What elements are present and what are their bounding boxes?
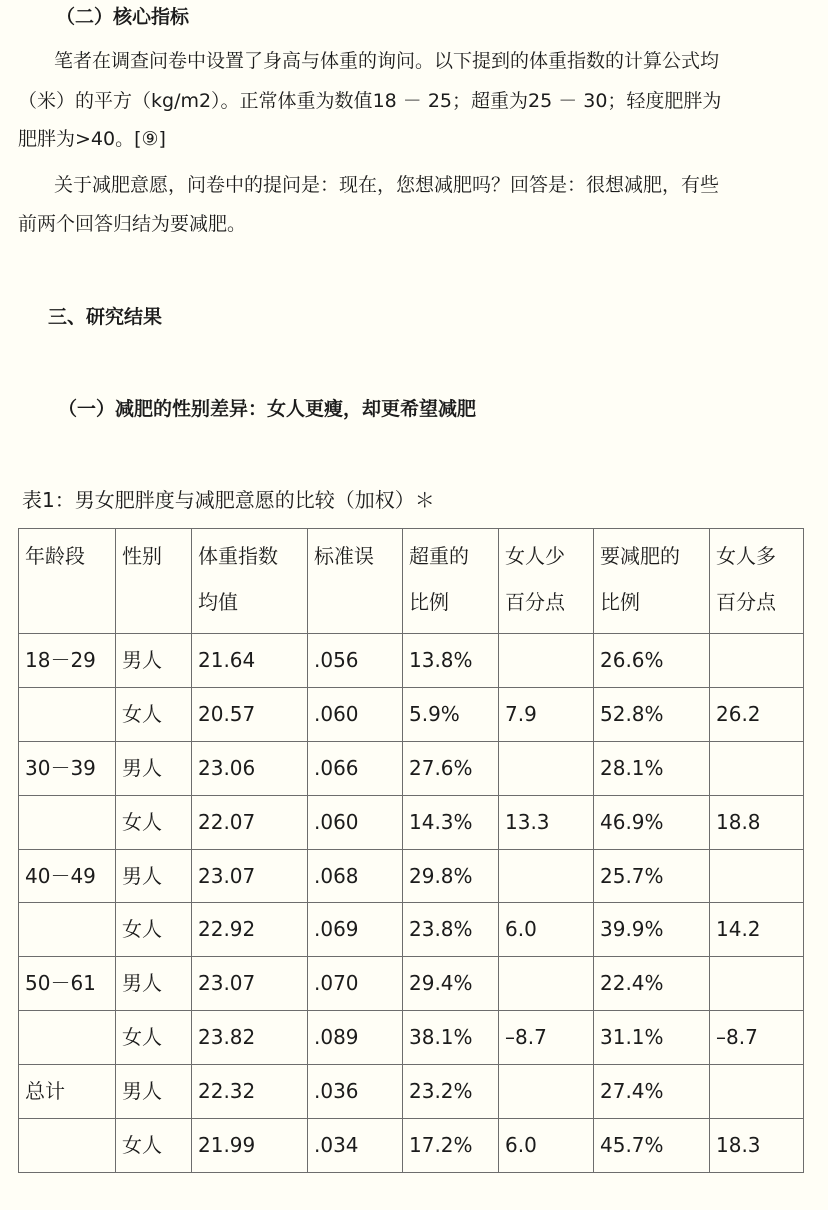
cell-bmi-mean: 23.07 [192, 957, 308, 1011]
cell-std-error: .060 [308, 795, 403, 849]
cell-bmi-mean: 23.06 [192, 741, 308, 795]
cell-overweight-ratio: 13.8% [403, 634, 499, 688]
paragraph-1-line-1: 笔者在调查问卷中设置了身高与体重的询问。以下提到的体重指数的计算公式均 [54, 50, 720, 72]
cell-want-diet-ratio: 25.7% [594, 849, 710, 903]
cell-women-more-points: 18.8 [710, 795, 804, 849]
cell-women-more-points: 14.2 [710, 903, 804, 957]
cell-want-diet-ratio: 28.1% [594, 741, 710, 795]
cell-overweight-ratio: 29.4% [403, 957, 499, 1011]
cell-women-more-points: –8.7 [710, 1011, 804, 1065]
cell-overweight-ratio: 5.9% [403, 687, 499, 741]
cell-std-error: .089 [308, 1011, 403, 1065]
cell-std-error: .068 [308, 849, 403, 903]
cell-want-diet-ratio: 31.1% [594, 1011, 710, 1065]
cell-gender: 男人 [116, 1065, 192, 1119]
cell-gender: 女人 [116, 903, 192, 957]
cell-women-fewer-points: 7.9 [499, 687, 594, 741]
cell-overweight-ratio: 17.2% [403, 1119, 499, 1173]
table-row [19, 741, 804, 795]
cell-std-error: .056 [308, 634, 403, 688]
header-age-group: 年龄段 [19, 529, 116, 634]
cell-age-group: 18－29 [19, 634, 116, 688]
cell-bmi-mean: 22.32 [192, 1065, 308, 1119]
cell-women-fewer-points: 13.3 [499, 795, 594, 849]
cell-overweight-ratio: 14.3% [403, 795, 499, 849]
cell-std-error: .066 [308, 741, 403, 795]
cell-bmi-mean: 23.07 [192, 849, 308, 903]
cell-overweight-ratio: 29.8% [403, 849, 499, 903]
table-row [19, 849, 804, 903]
cell-women-fewer-points: –8.7 [499, 1011, 594, 1065]
cell-age-group [19, 903, 116, 957]
cell-overweight-ratio: 23.8% [403, 903, 499, 957]
header-std-error: 标准误 [308, 529, 403, 634]
cell-women-more-points: 18.3 [710, 1119, 804, 1173]
cell-bmi-mean: 21.99 [192, 1119, 308, 1173]
cell-women-more-points [710, 741, 804, 795]
header-want-diet-ratio: 要减肥的 比例 [594, 529, 710, 634]
cell-want-diet-ratio: 46.9% [594, 795, 710, 849]
table-header-row [19, 529, 804, 634]
cell-age-group: 总计 [19, 1065, 116, 1119]
cell-women-fewer-points [499, 849, 594, 903]
table-row [19, 1011, 804, 1065]
cell-want-diet-ratio: 27.4% [594, 1065, 710, 1119]
cell-age-group: 30－39 [19, 741, 116, 795]
cell-women-fewer-points [499, 957, 594, 1011]
cell-bmi-mean: 22.07 [192, 795, 308, 849]
cell-women-more-points: 26.2 [710, 687, 804, 741]
cell-gender: 男人 [116, 634, 192, 688]
table-caption: 表1：男女肥胖度与减肥意愿的比较（加权）＊ [22, 488, 435, 512]
section-two-heading: （二）核心指标 [56, 6, 190, 28]
cell-gender: 男人 [116, 849, 192, 903]
cell-std-error: .034 [308, 1119, 403, 1173]
cell-overweight-ratio: 27.6% [403, 741, 499, 795]
cell-women-fewer-points [499, 1065, 594, 1119]
cell-age-group: 40－49 [19, 849, 116, 903]
cell-overweight-ratio: 38.1% [403, 1011, 499, 1065]
cell-women-fewer-points: 6.0 [499, 1119, 594, 1173]
cell-std-error: .060 [308, 687, 403, 741]
section-three-heading: 三、研究结果 [48, 306, 163, 328]
table-row [19, 957, 804, 1011]
cell-bmi-mean: 21.64 [192, 634, 308, 688]
cell-want-diet-ratio: 52.8% [594, 687, 710, 741]
table-row [19, 795, 804, 849]
cell-women-more-points [710, 849, 804, 903]
cell-age-group [19, 1011, 116, 1065]
cell-gender: 女人 [116, 1011, 192, 1065]
cell-gender: 男人 [116, 741, 192, 795]
cell-bmi-mean: 22.92 [192, 903, 308, 957]
cell-women-more-points [710, 957, 804, 1011]
table-row [19, 687, 804, 741]
header-bmi-mean: 体重指数 均值 [192, 529, 308, 634]
header-women-fewer-points: 女人少 百分点 [499, 529, 594, 634]
table-row [19, 1119, 804, 1173]
cell-overweight-ratio: 23.2% [403, 1065, 499, 1119]
cell-age-group: 50－61 [19, 957, 116, 1011]
paragraph-2-line-1: 关于减肥意愿，问卷中的提问是：现在，您想减肥吗？回答是：很想减肥，有些 [54, 174, 720, 196]
paragraph-1-line-2: （米）的平方（kg/m2）。正常体重为数值18 － 25；超重为25 － 30；轻度肥胖为 [18, 90, 722, 112]
cell-want-diet-ratio: 26.6% [594, 634, 710, 688]
cell-bmi-mean: 23.82 [192, 1011, 308, 1065]
cell-std-error: .070 [308, 957, 403, 1011]
cell-want-diet-ratio: 45.7% [594, 1119, 710, 1173]
cell-std-error: .069 [308, 903, 403, 957]
table-row [19, 634, 804, 688]
cell-bmi-mean: 20.57 [192, 687, 308, 741]
header-overweight-ratio: 超重的 比例 [403, 529, 499, 634]
cell-std-error: .036 [308, 1065, 403, 1119]
cell-women-more-points [710, 1065, 804, 1119]
cell-gender: 女人 [116, 687, 192, 741]
cell-women-fewer-points [499, 634, 594, 688]
paragraph-2-line-2: 前两个回答归结为要减肥。 [18, 213, 247, 235]
comparison-table [18, 528, 804, 1173]
cell-age-group [19, 1119, 116, 1173]
header-gender: 性别 [116, 529, 192, 634]
subsection-heading: （一）减肥的性别差异：女人更瘦，却更希望减肥 [58, 398, 477, 420]
paragraph-1-line-3: 肥胖为>40。[⑨] [18, 128, 166, 150]
table-row [19, 903, 804, 957]
header-women-more-points: 女人多 百分点 [710, 529, 804, 634]
table-row [19, 1065, 804, 1119]
cell-want-diet-ratio: 39.9% [594, 903, 710, 957]
cell-women-fewer-points: 6.0 [499, 903, 594, 957]
cell-women-more-points [710, 634, 804, 688]
cell-gender: 女人 [116, 1119, 192, 1173]
cell-women-fewer-points [499, 741, 594, 795]
cell-age-group [19, 687, 116, 741]
cell-age-group [19, 795, 116, 849]
cell-gender: 女人 [116, 795, 192, 849]
cell-gender: 男人 [116, 957, 192, 1011]
cell-want-diet-ratio: 22.4% [594, 957, 710, 1011]
